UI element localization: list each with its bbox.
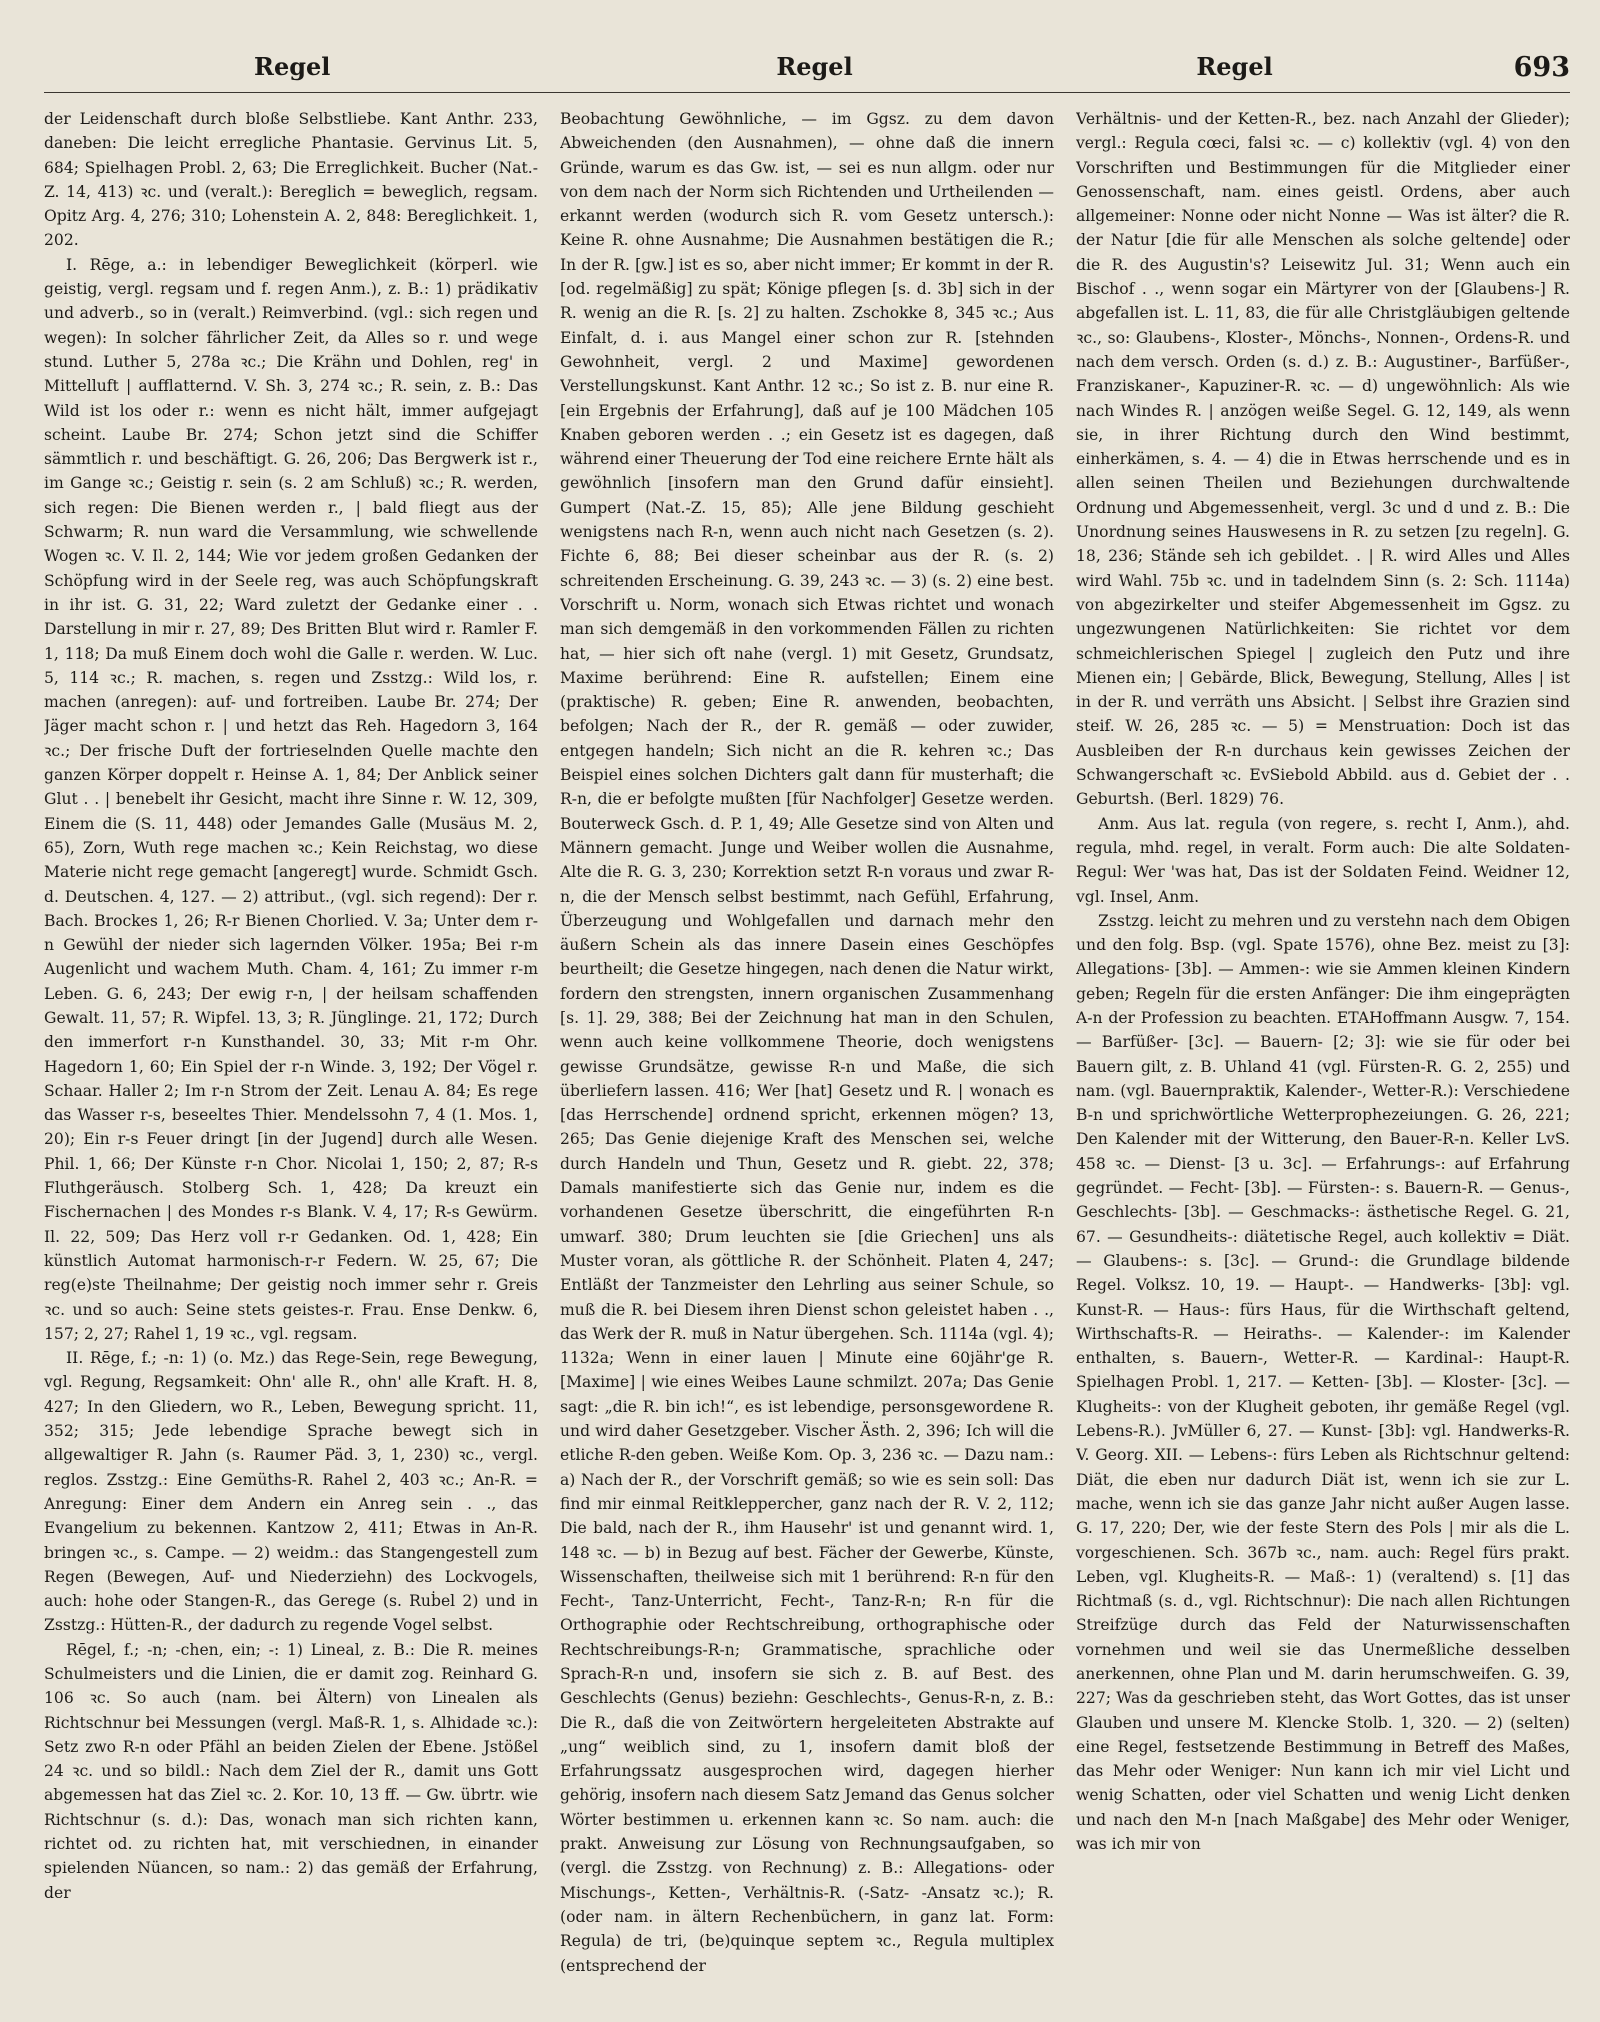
entry-rege-noun: II. Rēge, f.; -n: 1) (o. Mz.) das Rege-Sein, rege Bewegung, vgl. Regung, Regsamkeit: Ohn' alle R., ohn' alle Kraft. H. 8, 427; In den Gliedern, wo R., Leben, Bewegung spricht. 11, 352; 315; Jede lebendige Sprache bewegt sich in allgewaltiger R. Jahn (s. Raumer Päd. 3, 1, 230) ꝛc., vergl. reglos. Zsstzg.: Eine Gemüths-R. Rahel 2, 403 ꝛc.; An-R. = Anregung: Einer dem Andern ein Anreg sein . ., das Evangelium zu bekennen. Kantzow 2, 411; Etwas in An-R. bringen ꝛc., s. Campe. — 2) weidm.: das Stangengestell zum Regen (Bewegen, Auf- und Niederziehn) des Lockvogels, auch: hohe oder Stangen-R., das Gerege (s. Ruḃel 2) und in Zsstzg.: Hütten-R., der dadurch zu regende Vogel selbst. — [44, 1349, 538, 1635]
column-2 — [560, 107, 1054, 2017]
text-columns — [44, 107, 1570, 2017]
entry-continuation: der Leidenschaft durch bloße Selbstliebe. Kant Anthr. 233, daneben: Die leicht erregliche Phantasie. Gervinus Lit. 5, 684; Spielhagen Probl. 2, 63; Die Erreglichkeit. Bucher (Nat.-Z. 14, 413) ꝛc. und (veralt.): Bereglich = beweglich, regsam. Opitz Arg. 4, 276; 310; Lohenstein A. 2, 848: Bereglichkeit. 1, 202. — [44, 110, 538, 250]
entry-regel-continued-2: Verhältnis- und der Ketten-R., bez. nach Anzahl der Glieder); vergl.: Regula cœci, falsi ꝛc. — c) kollektiv (vgl. 4) von den Vorschriften und Bestimmungen für die Mitglieder einer Genossenschaft, nam. eines geistl. Ordens, aber auch allgemeiner: Nonne oder nicht Nonne — Was ist älter? die R. der Natur [die für alle Menschen als solche geltende] oder die R. des Augustin's? Leisewitz Jul. 31; Wenn auch ein Bischof . ., wenn sogar ein Märtyrer von der [Glaubens-] R. abgefallen ist. L. 11, 83, die für alle Christgläubigen geltende ꝛc., so: Glaubens-, Kloster-, Mönchs-, Nonnen-, Ordens-R. und nach dem versch. Orden (s. d.) z. B.: Augustiner-, Barfüßer-, Franziskaner-, Kapuziner-R. ꝛc. — d) ungewöhnlich: Als wie nach Windes R. | anzögen weiße Segel. G. 12, 149, als wenn sie, in ihrer Richtung durch den Wind bestimmt, einherkämen, s. 4. — 4) die in Etwas herrschende und es in allen seinen Theilen und Beziehungen durchwaltende Ordnung und Abgemessenheit, vergl. 3c und d und z. B.: Die Unordnung seines Hauswesens in R. zu setzen [zu regeln]. G. 18, 236; Stände seh ich gebildet. . | R. wird Alles und Alles wird Wahl. 75b ꝛc. und in tadelndem Sinn (s. 2: Sch. 1114a) von abgezirkelter und steifer Abgemessenheit im Ggsz. zu ungezwungenen Natürlichkeiten: Sie richtet vor dem schmeichlerischen Spiegel | zugleich den Putz und ihre Mienen ein; | Gebärde, Blick, Bewegung, Stellung, Alles | ist in der R. und verräth uns Absicht. | Selbst ihre Grazien sind steif. W. 26, 285 ꝛc. — 5) = Menstruation: Doch ist das Ausbleiben der R-n durchaus kein gewisses Zeichen der Schwangerschaft ꝛc. EvSiebold Abbild. aus d. Gebiet der . . Geburtsh. (Berl. 1829) 76. — [1076, 110, 1570, 809]
header-right-group — [1001, 52, 1570, 83]
entry-rege-adjective: I. Rēge, a.: in lebendiger Beweglichkeit (körperl. wie geistig, vergl. regsam und f. regen Anm.), z. B.: 1) prädikativ und adverb., so in (veralt.) Reimverbind. (vgl.: sich regen und wegen): In solcher fährlicher Zeit, da Alles so r. und wege stund. Luther 5, 278a ꝛc.; Die Krähn und Dohlen, reg' in Mittelluft | aufflatternd. V. Sh. 3, 274 ꝛc.; R. sein, z. B.: Das Wild ist los oder r.: wenn es nicht hält, immer aufgejagt scheint. Laube Br. 274; Schon jetzt sind die Schiffer sämmtlich r. und beschäftigt. G. 26, 206; Das Bergwerk ist r., im Gange ꝛc.; Geistig r. sein (s. 2 am Schluß) ꝛc.; R. werden, sich regen: Die Bienen werden r., | bald fliegt aus der Schwarm; R. nun ward die Versammlung, wie schwellende Wogen ꝛc. V. Il. 2, 144; Wie vor jedem großen Gedanken der Schöpfung wird in der Seele reg, was auch Schöpfungskraft in ihr ist. G. 31, 22; Ward zuletzt der Gedanke einer . . Darstellung in mir r. 27, 89; Des Britten Blut wird r. Ramler F. 1, 118; Da muß Einem doch wohl die Galle r. werden. W. Luc. 5, 114 ꝛc.; R. machen, s. regen und Zsstzg.: Wild los, r. machen (anregen): auf- und fortreiben. Laube Br. 274; Der Jäger macht schon r. | und hetzt das Reh. Hagedorn 3, 164 ꝛc.; Der frische Duft der fortrieselnden Quelle machte den ganzen Körper doppelt r. Heinse A. 1, 84; Der Anblick seiner Glut . . | benebelt ihr Gesicht, macht ihre Sinne r. W. 12, 309, Einem die (S. 11, 448) oder Jemandes Galle (Musäus M. 2, 65), Zorn, Wuth rege machen ꝛc.; Kein Reichstag, wo diese Materie nicht rege gemacht [angeregt] wurde. Schmidt Gsch. d. Deutschen. 4, 127. — 2) attribut., (vgl. sich regend): Der r. Bach. Brockes 1, 26; R-r Bienen Chorlied. V. 3a; Unter dem r-n Gewühl der nieder sich lagernden Völker. 195a; Bei r-m Augenlicht und wachem Muth. Cham. 4, 161; Zu immer r-m Leben. G. 6, 243; Der ewig r-n, | der heilsam schaffenden Gewalt. 11, 57; R. Wipfel. 13, 3; R. Jünglinge. 21, 172; Durch den immerfort r-n Kunsthandel. 30, 33; Mit r-m Ohr. Hagedorn 1, 60; Ein Spiel der r-n Winde. 3, 192; Der Vögel r. Schaar. Haller 2; Im r-n Strom der Zeit. Lenau A. 84; Es rege das Wasser r-s, beseeltes Thier. Mendelssohn 7, 4 (1. Mos. 1, 20); Ein r-s Feuer dringt [in der Jugend] durch alle Wesen. Phil. 1, 66; Der Künste r-n Chor. Nicolai 1, 150; 2, 87; R-s Fluthgeräusch. Stolberg Sch. 1, 428; Da kreuzt ein Fischernachen | des Mondes r-s Blank. V. 4, 17; R-s Gewürm. Il. 22, 509; Das Herz voll r-r Gedanken. Od. 1, 428; Ein künstlich Automat harmonisch-r-r Federn. W. 25, 67; Die reg(e)ste Theilnahme; Der geistig noch immer sehr r. Greis ꝛc. und so auch: Seine stets geistes-r. Frau. Ense Denkw. 6, 157; 2, 27; Rahel 1, 19 ꝛc., vgl. regsam. — [44, 255, 538, 1343]
column-3 — [1076, 107, 1570, 2017]
entry-regel-annotation: Anm. Aus lat. regula (von regere, s. recht I, Anm.), ahd. regula, mhd. regel, in veralt. Form auch: Die alte Soldaten-Regul: Wer 'was hat, Das ist der Soldaten Feind. Weidner 12, vgl. Insel, Anm. — [1076, 814, 1570, 906]
running-header — [44, 52, 1570, 93]
entry-regel-continued: Beobachtung Gewöhnliche, — im Ggsz. zu dem davon Abweichenden (den Ausnahmen), — ohne daß die innern Gründe, warum es das Gw. ist, — sei es nun allgm. oder nur von dem nach der Norm sich Richtenden und Urtheilenden — erkannt werden (wodurch sich R. vom Gesetz untersch.): Keine R. ohne Ausnahme; Die Ausnahmen bestätigen die R.; In der R. [gw.] ist es so, aber nicht immer; Er kommt in der R. [od. regelmäßig] zu spät; Könige pflegen [s. d. 3b] sich in der R. wenig an die R. [s. 2] zu halten. Zschokke 8, 345 ꝛc.; Aus Einfalt, d. i. aus Mangel einer schon zur R. [stehnden Gewohnheit, vergl. 2 und Maxime] gewordenen Verstellungskunst. Kant Anthr. 12 ꝛc.; So ist z. B. nur eine R. [ein Ergebnis der Erfahrung], daß auf je 100 Mädchen 105 Knaben geboren werden . .; ein Gesetz ist es dagegen, daß während einer Theuerung der Tod eine reichere Ernte hält als gewöhnlich [insofern man den Grund dafür einsieht]. Gumpert (Nat.-Z. 15, 85); Alle jene Bildung geschieht wenigstens nach R-n, wenn auch nicht nach Gesetzen (s. 2). Fichte 6, 88; Bei dieser scheinbar aus der R. (s. 2) schreitenden Erscheinung. G. 39, 243 ꝛc. — 3) (s. 2) eine best. Vorschrift u. Norm, wonach sich Etwas richtet und wonach man sich demgemäß in den vorkommenden Fällen zu richten hat, — hier sich oft nahe (vergl. 1) mit Gesetz, Grundsatz, Maxime berührend: Eine R. aufstellen; Einem eine (praktische) R. geben; Eine R. anwenden, beobachten, befolgen; Nach der R., der R. gemäß — oder zuwider, entgegen handeln; Sich nicht an die R. kehren ꝛc.; Das Beispiel eines solchen Dichters galt dann für musterhaft; die R-n, die er befolgte mußten [für Nachfolger] Gesetze werden. Bouterweck Gsch. d. P. 1, 49; Alle Gesetze sind von Alten und Männern gemacht. Junge und Weiber wollen die Ausnahme, Alte die R. G. 3, 230; Korrektion setzt R-n voraus und zwar R-n, die der Mensch selbst bestimmt, nach Gefühl, Erfahrung, Überzeugung und Wohlgefallen und darnach mehr den äußern Schein als das innere Dasein eines Geschöpfes beurtheilt; die Gesetze hingegen, nach denen die Natur wirkt, fordern den strengsten, innern organischen Zusammenhang [s. 1]. 29, 388; Bei der Zeichnung hat man in den Schulen, wenn auch keine vollkommene Theorie, doch wenigstens gewisse Grundsätze, gewisse R-n und Maße, die sich überliefern lassen. 416; Wer [hat] Gesetz und R. | wonach es [das Herrschende] ordnend spricht, erkennen mögen? 13, 265; Das Genie diejenige Kraft des Menschen sei, welche durch Handeln und Thun, Gesetz und R. giebt. 22, 378; Damals manifestierte sich das Genie nur, indem es die vorhandenen Gesetze überschritt, die eingeführten R-n umwarf. 380; Drum leuchten sie [die Griechen] uns als Muster voran, als göttliche R. der Schönheit. Platen 4, 247; Entläßt der Tanzmeister den Lehrling aus seiner Schule, so muß die R. bei Diesem ihren Dienst schon geleistet haben . ., das Werk der R. muß in Natur übergehen. Sch. 1114a (vgl. 4); 1132a; Wenn in einer lauen | Minute eine 60jähr'ge R. [Maxime] | wie eines Weibes Laune schmilzt. 207a; Das Genie sagt: „die R. bin ich!“, es ist lebendige, personsgewordene R. und wird daher Gesetzgeber. Vischer Ästh. 2, 396; Ich will die etliche R-den geben. Weiße Kom. Op. 3, 236 ꝛc. — Dazu nam.: a) Nach der R., der Vorschrift gemäß; so wie es sein soll: Das find mir einmal Reitkleppercher, ganz nach der R. V. 2, 112; Die bald, nach der R., ihm Hausehr' ist und genannt wird. 1, 148 ꝛc. — b) in Bezug auf best. Fächer der Gewerbe, Künste, Wissenschaften, theilweise sich mit 1 berührend: R-n für den Fecht-, Tanz-Unterricht, Fecht-, Tanz-R-n; R-n für die Orthographie oder Rechtschreibung, orthographische oder Rechtschreibungs-R-n; Grammatische, sprachliche oder Sprach-R-n und, insofern sie sich z. B. auf Best. des Geschlechts (Genus) beziehn: Geschlechts-, Genus-R-n, z. B.: Die R., daß die von Zeitwörtern hergeleiteten Abstrakte auf „ung“ weiblich sind, zu 1, insofern damit bloß der Erfahrungssatz ausgesprochen wird, dagegen hierher gehörig, insofern nach diesem Satz Jemand das Genus solcher Wörter bestimmen u. erkennen kann ꝛc. So nam. auch: die prakt. Anweisung zur Lösung von Rechnungsaufgaben, so (vergl. die Zsstzg. von Rechnung) z. B.: Allegations- oder Mischungs-, Ketten-, Verhältnis-R. (-Satz- -Ansatz ꝛc.); R. (oder nam. in ältern Rechenbüchern, in ganz lat. Form: Regula) de tri, (be)quinque septem ꝛc., Regula multiplex (entsprechend der — [560, 110, 1054, 1975]
header-right-catchword: Regel — [1196, 52, 1273, 81]
header-left-catchword: Regel — [254, 52, 331, 81]
page-number: 693 — [1513, 52, 1571, 83]
column-1 — [44, 107, 538, 2017]
entry-regel: Rēgel, f.; -n; -chen, ein; -: 1) Lineal, z. B.: Die R. meines Schulmeisters und die Linien, die er damit zog. Reinhard G. 106 ꝛc. So auch (nam. bei Ältern) von Linealen als Richtschnur bei Messungen (vergl. Maß-R. 1, s. Alhidade ꝛc.): Setz zwo R-n oder Pfähl an beiden Zielen der Ebene. Jstößel 24 ꝛc. und so bildl.: Nach dem Ziel der R., damit uns Gott abgemessen hat das Ziel ꝛc. 2. Kor. 10, 13 ff. — Gw. übrtr. wie Richtschnur (s. d.): Das, wonach man sich richten kann, richtet od. zu richten hat, mit verschiednen, in einander spielenden Nüancen, so nam.: 2) das gemäß der Erfahrung, der — [44, 1640, 538, 1902]
entry-regel-compounds: Zsstzg. leicht zu mehren und zu verstehn nach dem Obigen und den folg. Bsp. (vgl. Spate 1576), ohne Bez. meist zu [3]: Allegations- [3b]. — Ammen-: wie sie Ammen kleinen Kindern geben; Regeln für die ersten Anfänger: Die ihm eingeprägten A-n der Profession zu beachten. ETAHoffmann Ausgw. 7, 154. — Barfüßer- [3c]. — Bauern- [2; 3]: wie sie für oder bei Bauern gilt, z. B. Uhland 41 (vgl. Fürsten-R. G. 2, 255) und nam. (vgl. Bauernpraktik, Kalender-, Wetter-R.): Verschiedene B-n und sprichwörtliche Wetterprophezeiungen. G. 26, 221; Den Kalender mit der Witterung, den Bauer-R-n. Keller LvS. 458 ꝛc. — Dienst- [3 u. 3c]. — Erfahrungs-: auf Erfahrung gegründet. — Fecht- [3b]. — Fürsten-: s. Bauern-R. — Genus-, Geschlechts- [3b]. — Geschmacks-: ästhetische Regel. G. 21, 67. — Gesundheits-: diätetische Regel, auch kollektiv = Diät. — Glaubens-: s. [3c]. — Grund-: die Grundlage bildende Regel. Volksz. 10, 19. — Haupt-. — Handwerks- [3b]: vgl. Kunst-R. — Haus-: fürs Haus, für die Wirthschaft geltend, Wirthschafts-R. — Heiraths-. — Kalender-: im Kalender enthalten, s. Bauern-, Wetter-R. — Kardinal-: Haupt-R. Spielhagen Probl. 1, 217. — Ketten- [3b]. — Kloster- [3c]. — Klugheits-: von der Klugheit geboten, ihr gemäße Regel (vgl. Lebens-R.). JvMüller 6, 27. — Kunst- [3b]: vgl. Handwerks-R. V. Georg. XII. — Lebens-: fürs Leben als Richtschnur geltend: Diät, die eben nur dadurch Diät ist, wenn ich sie zur L. mache, wenn ich sie das ganze Jahr nicht außer Augen lasse. G. 17, 220; Der, wie der feste Stern des Pols | mir als die L. vorgeschienen. Sch. 367b ꝛc., nam. auch: Regel fürs prakt. Leben, vgl. Klugheits-R. — Maß-: 1) (veraltend) s. [1] das Richtmaß (s. d., vgl. Richtschnur): Die nach allen Richtungen Streifzüge durch das Feld der Naturwissenschaften vornehmen und weil sie das Unermeßliche desselben anerkennen, ohne Plan und M. darin herumschweifen. G. 39, 227; Was da geschrieben steht, das Wort Gottes, das ist unser Glauben und unsere M. Klencke Stolb. 1, 320. — 2) (selten) eine Regel, festsetzende Bestimmung in Betreff des Maßes, das Mehr oder Weniger: Nun kann ich mir viel Licht und wenig Schatten, oder viel Schatten und wenig Licht denken und nach den M-n [nach Maßgabe] des Mehr oder Weniger, was ich mir von — [1076, 911, 1570, 1854]
header-center-catchword: Regel — [776, 52, 853, 81]
